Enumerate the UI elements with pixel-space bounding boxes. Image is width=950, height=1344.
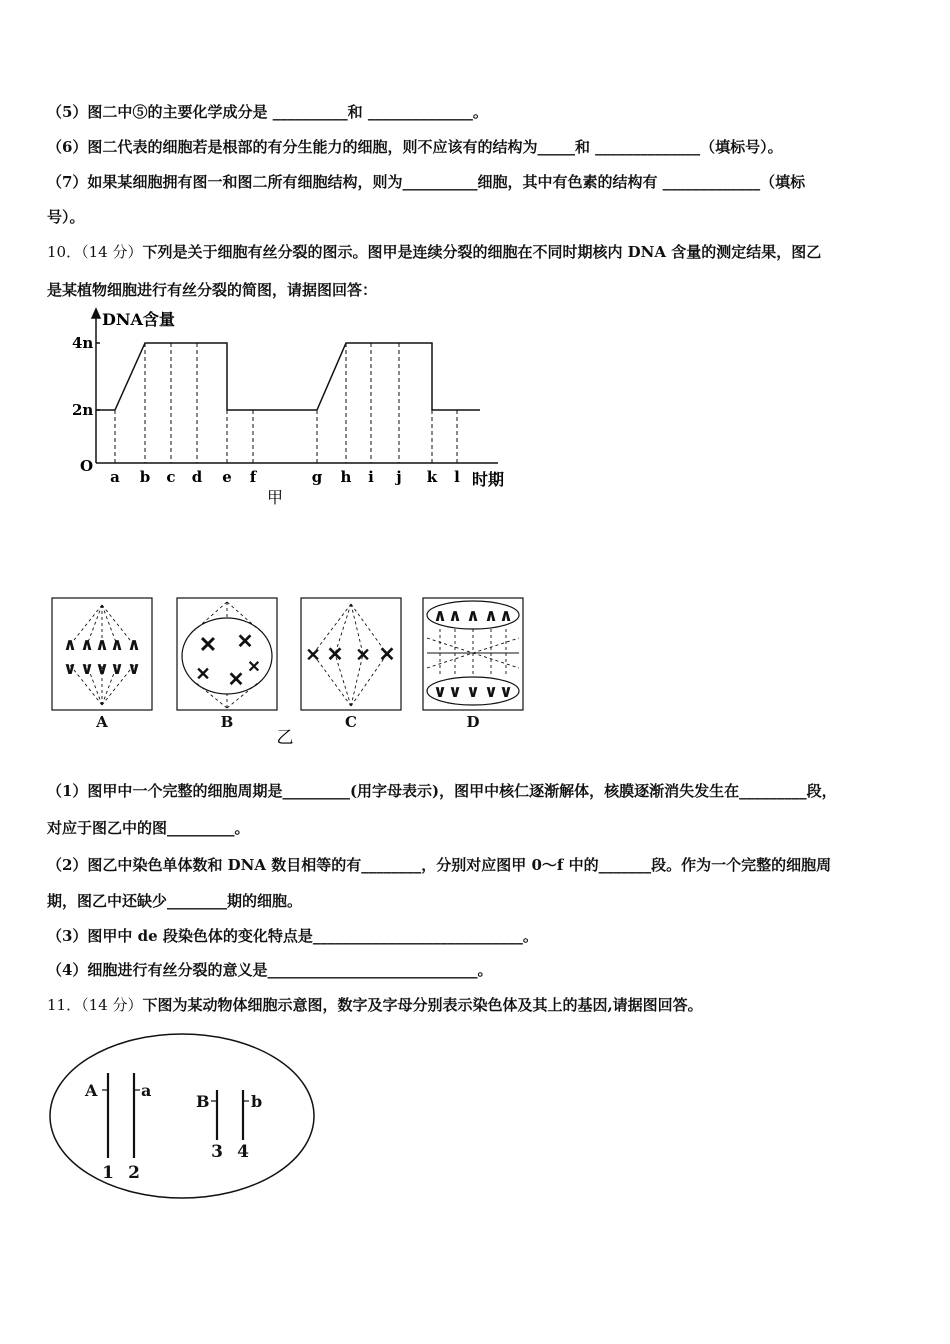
q11-points: （14 分） <box>81 996 143 1014</box>
q10-stem-line2: 是某植物细胞进行有丝分裂的简图，请据图回答： <box>47 281 378 299</box>
chromosome-label-1: 1 <box>102 1163 114 1183</box>
ytick-2n: 2n <box>72 401 94 419</box>
x-tick-labels <box>110 468 460 486</box>
svg-text:∧: ∧ <box>433 606 447 626</box>
gene-b: b <box>251 1092 263 1111</box>
q11-number: 11． <box>47 996 82 1014</box>
x-tick-g: g <box>311 468 323 486</box>
fig-q11-cell <box>45 1030 320 1205</box>
svg-text:∨: ∨ <box>484 682 498 702</box>
svg-text:∨: ∨ <box>80 659 94 679</box>
q9-6: （6）图二代表的细胞若是根部的有分生能力的细胞，则不应该有的结构为_____和 ______________（填标号）。 <box>47 138 783 156</box>
x-tick-k: k <box>426 468 438 486</box>
q10-2-line2: 期，图乙中还缺少________期的细胞。 <box>47 892 303 910</box>
svg-text:∧: ∧ <box>484 606 498 626</box>
q9-5: （5）图二中⑤的主要化学成分是 __________和 ______________。 <box>47 103 488 121</box>
x-tick-c: c <box>166 468 176 486</box>
svg-text:∨: ∨ <box>466 682 480 702</box>
svg-text:∧: ∧ <box>127 635 141 655</box>
svg-text:∧: ∧ <box>63 635 77 655</box>
x-tick-f: f <box>249 468 257 486</box>
panel-label-c: C <box>345 713 357 731</box>
svg-text:∨: ∨ <box>95 659 109 679</box>
x-tick-e: e <box>222 468 232 486</box>
fig-yi-caption: 乙 <box>276 728 294 748</box>
gene-A: A <box>85 1081 98 1100</box>
chromosome-label-2: 2 <box>128 1163 140 1183</box>
x-tick-i: i <box>368 468 374 486</box>
q10-1-line2: 对应于图乙中的图_________。 <box>47 819 250 837</box>
gene-B: B <box>196 1092 210 1111</box>
x-tick-b: b <box>139 468 151 486</box>
svg-text:∧: ∧ <box>95 635 109 655</box>
svg-text:✕: ✕ <box>305 645 321 666</box>
q9-7-line2: 号）。 <box>47 208 85 226</box>
svg-text:✕: ✕ <box>378 642 396 666</box>
y-axis-arrow <box>92 309 100 318</box>
chromosome-label-3: 3 <box>211 1142 223 1162</box>
q9-7-line1: （7）如果某细胞拥有图一和图二所有细胞结构，则为__________细胞，其中有色素的结构有 _____________（填标 <box>47 173 806 191</box>
fig-yi-cells <box>45 590 535 750</box>
x-tick-a: a <box>110 468 120 486</box>
x-tick-h: h <box>340 468 352 486</box>
svg-text:✕: ✕ <box>355 645 371 666</box>
q10-number: 10． <box>47 243 82 261</box>
q10-4: （4）细胞进行有丝分裂的意义是____________________________。 <box>47 961 493 979</box>
svg-text:✕: ✕ <box>195 664 211 685</box>
svg-text:∨: ∨ <box>110 659 124 679</box>
gene-a: a <box>141 1081 152 1100</box>
q10-3: （3）图甲中 de 段染色体的变化特点是____________________________。 <box>47 927 538 945</box>
q10-1-line1: （1）图甲中一个完整的细胞周期是_________(用字母表示)，图甲中核仁逐渐解体，核膜逐渐消失发生在_________段， <box>47 782 837 800</box>
ytick-4n: 4n <box>72 334 94 352</box>
svg-text:∨: ∨ <box>499 682 513 702</box>
svg-text:∨: ∨ <box>448 682 462 702</box>
x-tick-l: l <box>454 468 460 486</box>
x-axis-label: 时期 <box>472 470 505 489</box>
q10-text: 下列是关于细胞有丝分裂的图示。图甲是连续分裂的细胞在不同时期核内 DNA 含量的测定结果，图乙 <box>142 243 822 261</box>
fig-jia-dna-chart <box>60 305 530 510</box>
q10-stem <box>47 242 821 262</box>
q10-points: （14 分） <box>81 243 143 261</box>
svg-text:✕: ✕ <box>326 642 344 666</box>
svg-text:∨: ∨ <box>63 659 77 679</box>
x-tick-d: d <box>191 468 203 486</box>
svg-text:∧: ∧ <box>80 635 94 655</box>
svg-text:✕: ✕ <box>247 657 261 676</box>
panel-label-d: D <box>466 713 480 731</box>
q10-2-line1: （2）图乙中染色单体数和 DNA 数目相等的有________，分别对应图甲 0～f 中的_______段。作为一个完整的细胞周 <box>47 856 832 874</box>
origin-label: O <box>80 457 94 475</box>
svg-text:✕: ✕ <box>198 632 218 658</box>
svg-text:∧: ∧ <box>448 606 462 626</box>
panel-label-b: B <box>220 713 234 731</box>
svg-text:∧: ∧ <box>466 606 480 626</box>
svg-text:∧: ∧ <box>110 635 124 655</box>
q11-stem <box>47 995 703 1015</box>
x-tick-j: j <box>396 468 402 486</box>
chromosome-label-4: 4 <box>237 1142 249 1162</box>
chart-title: 甲 <box>267 488 284 507</box>
q11-text: 下图为某动物体细胞示意图，数字及字母分别表示染色体及其上的基因,请据图回答。 <box>142 996 703 1014</box>
svg-text:∧: ∧ <box>499 606 513 626</box>
svg-text:∨: ∨ <box>127 659 141 679</box>
y-axis-label: DNA含量 <box>102 310 175 329</box>
series-dna-line <box>96 343 480 410</box>
svg-text:∨: ∨ <box>433 682 447 702</box>
cell-membrane <box>50 1034 314 1198</box>
svg-text:✕: ✕ <box>236 629 254 653</box>
svg-text:✕: ✕ <box>227 667 245 691</box>
panel-label-a: A <box>96 713 108 731</box>
chart-dashed-lines <box>115 343 457 463</box>
